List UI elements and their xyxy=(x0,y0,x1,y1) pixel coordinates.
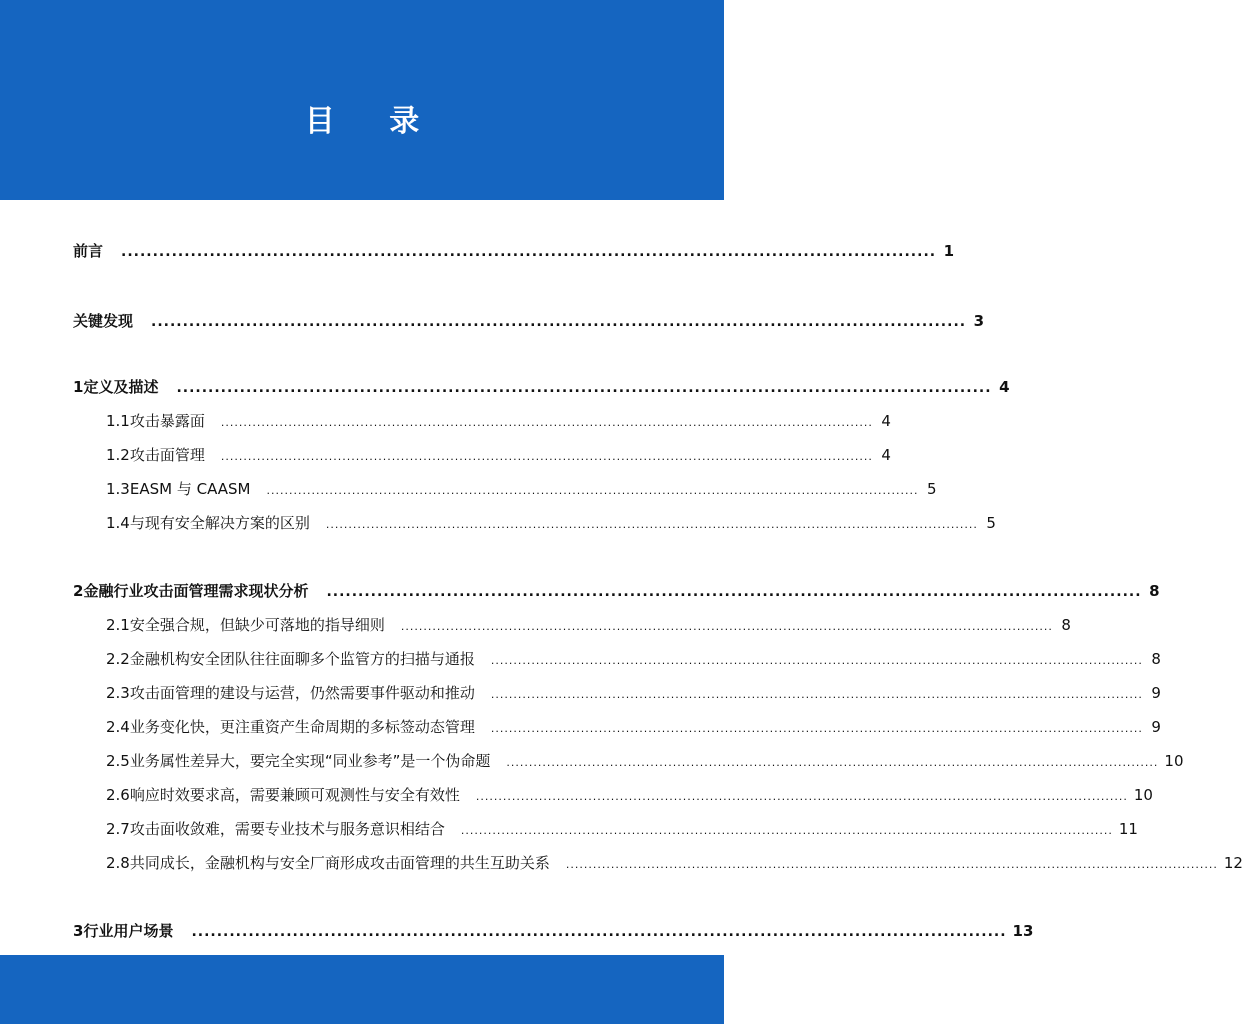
toc-entry-page: 5 xyxy=(986,514,996,532)
toc-entry-number: 2 xyxy=(73,582,84,600)
toc-entry[interactable] xyxy=(106,682,1161,703)
toc-leader-dots: ................................................................................................................................................. xyxy=(490,654,1143,667)
toc-entry[interactable] xyxy=(106,784,1153,805)
toc-entry[interactable] xyxy=(106,852,1243,873)
toc-entry-number: 2.5 xyxy=(106,752,130,770)
toc-entry-title: 金融机构安全团队往往面聊多个监管方的扫描与通报 xyxy=(129,650,475,668)
toc-leader-dots: ................................................................................................................................................. xyxy=(506,756,1159,769)
toc-leader-dots: ................................................................................................................................................. xyxy=(460,824,1113,837)
toc-entry-title: EASM 与 CAASM xyxy=(129,480,251,498)
toc-entry-title: 业务属性差异大，要完全实现“同业参考”是一个伪命题 xyxy=(129,752,491,770)
toc-entry-number: 1.3 xyxy=(106,480,130,498)
toc-entry-page: 10 xyxy=(1133,786,1153,804)
toc-entry[interactable] xyxy=(73,240,955,261)
toc-leader-dots: ................................................................................................................................................. xyxy=(325,518,978,531)
toc-entry-title: 攻击面管理 xyxy=(129,446,205,464)
toc-leader-dots: ................................................................................................................................................. xyxy=(490,722,1143,735)
toc-leader-dots: ................................................................................................................................................. xyxy=(220,416,873,429)
toc-entry[interactable] xyxy=(106,818,1138,839)
toc-entry[interactable] xyxy=(73,580,1160,601)
toc-entry-page: 9 xyxy=(1151,684,1161,702)
toc-entry-number: 2.8 xyxy=(106,854,130,872)
toc-entry-number: 1 xyxy=(73,378,84,396)
toc-leader-dots: ................................................................................................................................. xyxy=(326,584,1142,600)
footer-band xyxy=(0,955,724,1024)
toc-entry-number: 1.1 xyxy=(106,412,130,430)
toc-entry-title: 攻击面收敛难，需要专业技术与服务意识相结合 xyxy=(129,820,445,838)
toc-entry-page: 13 xyxy=(1012,922,1034,940)
toc-entry-page: 8 xyxy=(1149,582,1160,600)
toc-leader-dots: ................................................................................................................................................. xyxy=(475,790,1128,803)
toc-entry-title: 业务变化快，更注重资产生命周期的多标签动态管理 xyxy=(129,718,475,736)
toc-entry-page: 5 xyxy=(926,480,937,498)
toc-leader-dots: ................................................................................................................................. xyxy=(121,244,937,260)
toc-leader-dots: ................................................................................................................................................. xyxy=(266,484,919,497)
toc-entry-title: 安全强合规，但缺少可落地的指导细则 xyxy=(129,616,385,634)
toc-leader-dots: ................................................................................................................................................. xyxy=(565,858,1218,871)
toc-leader-dots: ................................................................................................................................................. xyxy=(400,620,1053,633)
toc-entry-title: 攻击面管理的建设与运营，仍然需要事件驱动和推动 xyxy=(129,684,475,702)
header-band xyxy=(0,0,724,200)
toc-entry[interactable] xyxy=(73,310,985,331)
toc-entry-title: 关键发现 xyxy=(73,312,134,330)
page-title: 目 录 xyxy=(304,104,442,139)
toc-entry-page: 8 xyxy=(1061,616,1071,634)
toc-entry-page: 4 xyxy=(881,446,891,464)
toc-entry-number: 2.1 xyxy=(106,616,130,634)
toc-entry[interactable] xyxy=(106,478,937,499)
toc-entry-page: 4 xyxy=(999,378,1010,396)
toc-entry[interactable] xyxy=(106,750,1184,771)
toc-entry[interactable] xyxy=(106,444,891,465)
toc-leader-dots: ................................................................................................................................................. xyxy=(220,450,873,463)
toc-leader-dots: ................................................................................................................................. xyxy=(176,380,992,396)
toc-entry-page: 3 xyxy=(973,312,985,330)
toc-entry[interactable] xyxy=(73,376,1010,397)
toc-entry-title: 行业用户场景 xyxy=(83,922,174,940)
toc-entry-page: 1 xyxy=(943,242,955,260)
toc-entry-title: 金融行业攻击面管理需求现状分析 xyxy=(83,582,309,600)
toc-entry-title: 攻击暴露面 xyxy=(129,412,205,430)
toc-entry-page: 10 xyxy=(1164,752,1184,770)
toc-entry-number: 2.2 xyxy=(106,650,130,668)
toc-leader-dots: ................................................................................................................................. xyxy=(151,314,967,330)
toc-entry-page: 9 xyxy=(1151,718,1161,736)
toc-entry-number: 2.6 xyxy=(106,786,130,804)
toc-entry[interactable] xyxy=(106,410,891,431)
toc-entry-title: 前言 xyxy=(73,242,104,260)
toc-entry[interactable] xyxy=(106,614,1071,635)
toc-entry-page: 12 xyxy=(1223,854,1243,872)
toc-entry-title: 与现有安全解决方案的区别 xyxy=(129,514,310,532)
toc-entry-page: 11 xyxy=(1118,820,1138,838)
toc-entry-title: 定义及描述 xyxy=(83,378,159,396)
toc-entry-number: 2.4 xyxy=(106,718,130,736)
toc-entry-title: 共同成长，金融机构与安全厂商形成攻击面管理的共生互助关系 xyxy=(129,854,550,872)
toc-entry-title: 响应时效要求高，需要兼顾可观测性与安全有效性 xyxy=(129,786,460,804)
toc-entry[interactable] xyxy=(106,716,1161,737)
toc-entry[interactable] xyxy=(106,512,996,533)
toc-entry-number: 2.3 xyxy=(106,684,130,702)
toc-entry-page: 4 xyxy=(881,412,891,430)
toc-entry-number: 1.2 xyxy=(106,446,130,464)
toc-entry[interactable] xyxy=(73,920,1034,941)
toc-entry-number: 1.4 xyxy=(106,514,130,532)
toc-entry-number: 3 xyxy=(73,922,84,940)
toc-entry[interactable] xyxy=(106,648,1161,669)
toc-entry-page: 8 xyxy=(1151,650,1161,668)
toc-leader-dots: ................................................................................................................................. xyxy=(191,924,1007,940)
toc-entry-number: 2.7 xyxy=(106,820,130,838)
toc-leader-dots: ................................................................................................................................................. xyxy=(490,688,1143,701)
